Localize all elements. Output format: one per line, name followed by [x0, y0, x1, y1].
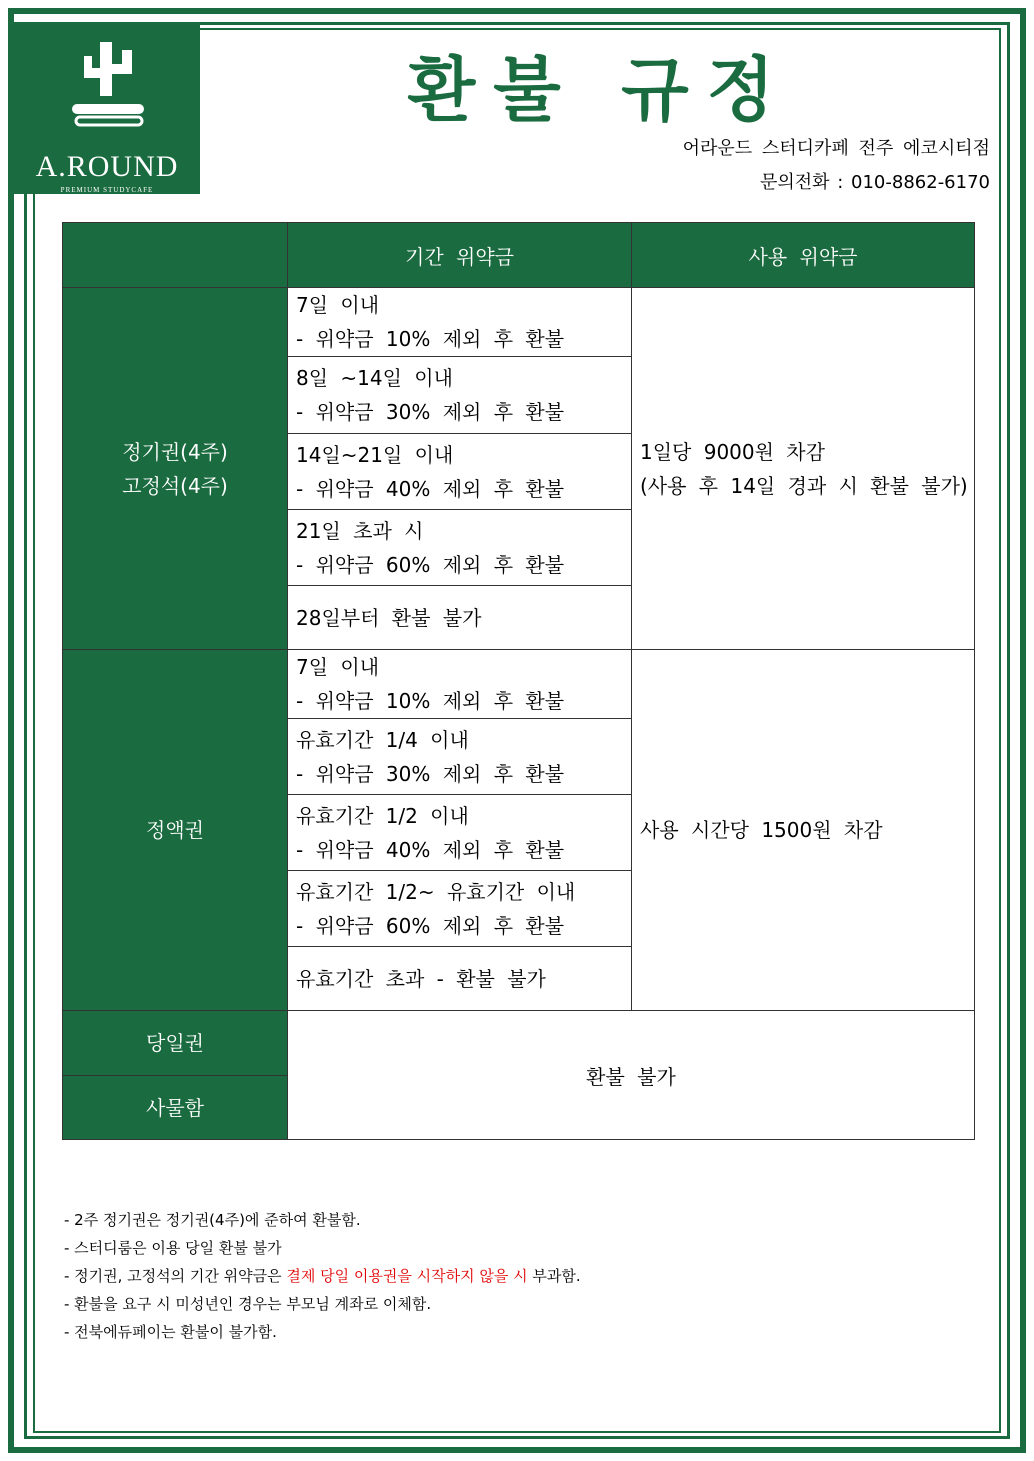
period-line: 유효기간 1/2~ 유효기간 이내	[296, 879, 576, 904]
note-highlight: 결제 당일 이용권을 시작하지 않을 시	[286, 1267, 528, 1285]
note-item: - 2주 정기권은 정기권(4주)에 준하여 환불함.	[64, 1211, 361, 1229]
cactus-book-icon	[66, 32, 150, 142]
period-line: 14일~21일 이내	[296, 442, 454, 467]
usage-line: (사용 후 14일 경과 시 환불 불가)	[640, 473, 968, 498]
period-line: - 위약금 30% 제외 후 환불	[296, 761, 565, 786]
logo-tagline: PREMIUM STUDYCAFE	[60, 186, 154, 194]
note-item	[64, 1262, 581, 1290]
logo-name: A.ROUND	[35, 150, 179, 183]
period-cell	[288, 510, 632, 586]
category-amount: 정액권	[63, 650, 288, 1011]
period-cell	[288, 947, 632, 1011]
period-cell	[288, 434, 632, 510]
period-cell	[288, 871, 632, 947]
period-line: 유효기간 초과 - 환불 불가	[296, 966, 546, 991]
refund-table	[62, 222, 975, 1140]
period-line: 유효기간 1/2 이내	[296, 803, 469, 828]
table-row	[63, 1011, 975, 1076]
table-row	[63, 650, 975, 719]
usage-amount: 사용 시간당 1500원 차감	[632, 650, 975, 1011]
usage-regular	[632, 288, 975, 650]
usage-line: 1일당 9000원 차감	[640, 439, 825, 464]
category-regular	[63, 288, 288, 650]
category-regular-line1: 정기권(4주)	[122, 439, 228, 464]
period-line: 21일 초과 시	[296, 518, 424, 543]
period-cell	[288, 357, 632, 434]
notes-list	[64, 1206, 581, 1346]
category-locker: 사물함	[63, 1076, 288, 1140]
period-line: - 위약금 60% 제외 후 환불	[296, 913, 565, 938]
period-cell	[288, 586, 632, 650]
period-line: - 위약금 30% 제외 후 환불	[296, 400, 565, 424]
table-row	[63, 288, 975, 357]
period-line: - 위약금 40% 제외 후 환불	[296, 476, 565, 501]
logo	[14, 22, 200, 194]
note-text: 부과함.	[527, 1267, 581, 1285]
note-text: - 정기권, 고정석의 기간 위약금은	[64, 1267, 287, 1285]
note-item: - 환불을 요구 시 미성년인 경우는 부모님 계좌로 이체함.	[64, 1295, 432, 1313]
period-line: 7일 이내	[296, 655, 380, 679]
store-name: 어라운드 스터디카페 전주 에코시티점	[682, 138, 990, 159]
period-line: - 위약금 40% 제외 후 환불	[296, 837, 565, 862]
period-cell	[288, 650, 632, 719]
period-cell	[288, 719, 632, 795]
table-header-row	[63, 223, 975, 288]
period-cell	[288, 795, 632, 871]
period-line: 유효기간 1/4 이내	[296, 727, 469, 752]
header-empty	[63, 223, 288, 288]
period-line: - 위약금 10% 제외 후 환불	[296, 327, 565, 351]
page-title: 환불 규정	[407, 49, 793, 131]
header-period-penalty: 기간 위약금	[288, 223, 632, 288]
period-line: 28일부터 환불 불가	[296, 605, 482, 630]
note-item: - 스터디룸은 이용 당일 환불 불가	[64, 1239, 282, 1257]
period-line: 7일 이내	[296, 293, 380, 317]
period-line: 8일 ~14일 이내	[296, 366, 453, 390]
no-refund-cell: 환불 불가	[288, 1011, 975, 1140]
header-usage-penalty: 사용 위약금	[632, 223, 975, 288]
category-regular-line2: 고정석(4주)	[122, 473, 228, 498]
category-daily: 당일권	[63, 1011, 288, 1076]
period-cell	[288, 288, 632, 357]
contact-phone: 문의전화 : 010-8862-6170	[759, 172, 990, 193]
period-line: - 위약금 60% 제외 후 환불	[296, 552, 565, 577]
period-line: - 위약금 10% 제외 후 환불	[296, 689, 565, 713]
note-item: - 전북에듀페이는 환불이 불가함.	[64, 1323, 277, 1341]
